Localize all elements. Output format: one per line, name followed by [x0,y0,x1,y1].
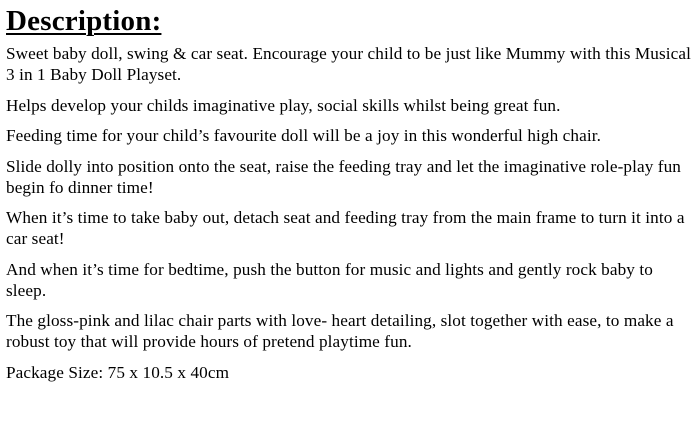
description-paragraph: When it’s time to take baby out, detach seat and feeding tray from the main frame to turn it into a car seat! [6,208,685,248]
description-paragraph: And when it’s time for bedtime, push the button for music and lights and gently rock baby to sleep. [6,259,653,300]
description-heading: Description: [6,5,162,37]
description-paragraph: The gloss-pink and lilac chair parts with love- heart detailing, slot together with ease, to make a robust toy that will provide hours of pretend playtime fun. [6,311,674,351]
description-paragraph: Helps develop your childs imaginative play, social skills whilst being great fun. [6,95,561,115]
description-paragraph: Sweet baby doll, swing & car seat. Encourage your child to be just like Mummy with this Musical 3 in 1 Baby Doll Playset. [6,44,691,84]
description-section [6,4,696,392]
description-paragraph: Slide dolly into position onto the seat, raise the feeding tray and let the imaginative role-play fun begin fo dinner time! [6,156,681,197]
package-size: Package Size: 75 x 10.5 x 40cm [6,362,230,382]
description-paragraph: Feeding time for your child’s favourite doll will be a joy in this wonderful high chair. [6,126,601,145]
